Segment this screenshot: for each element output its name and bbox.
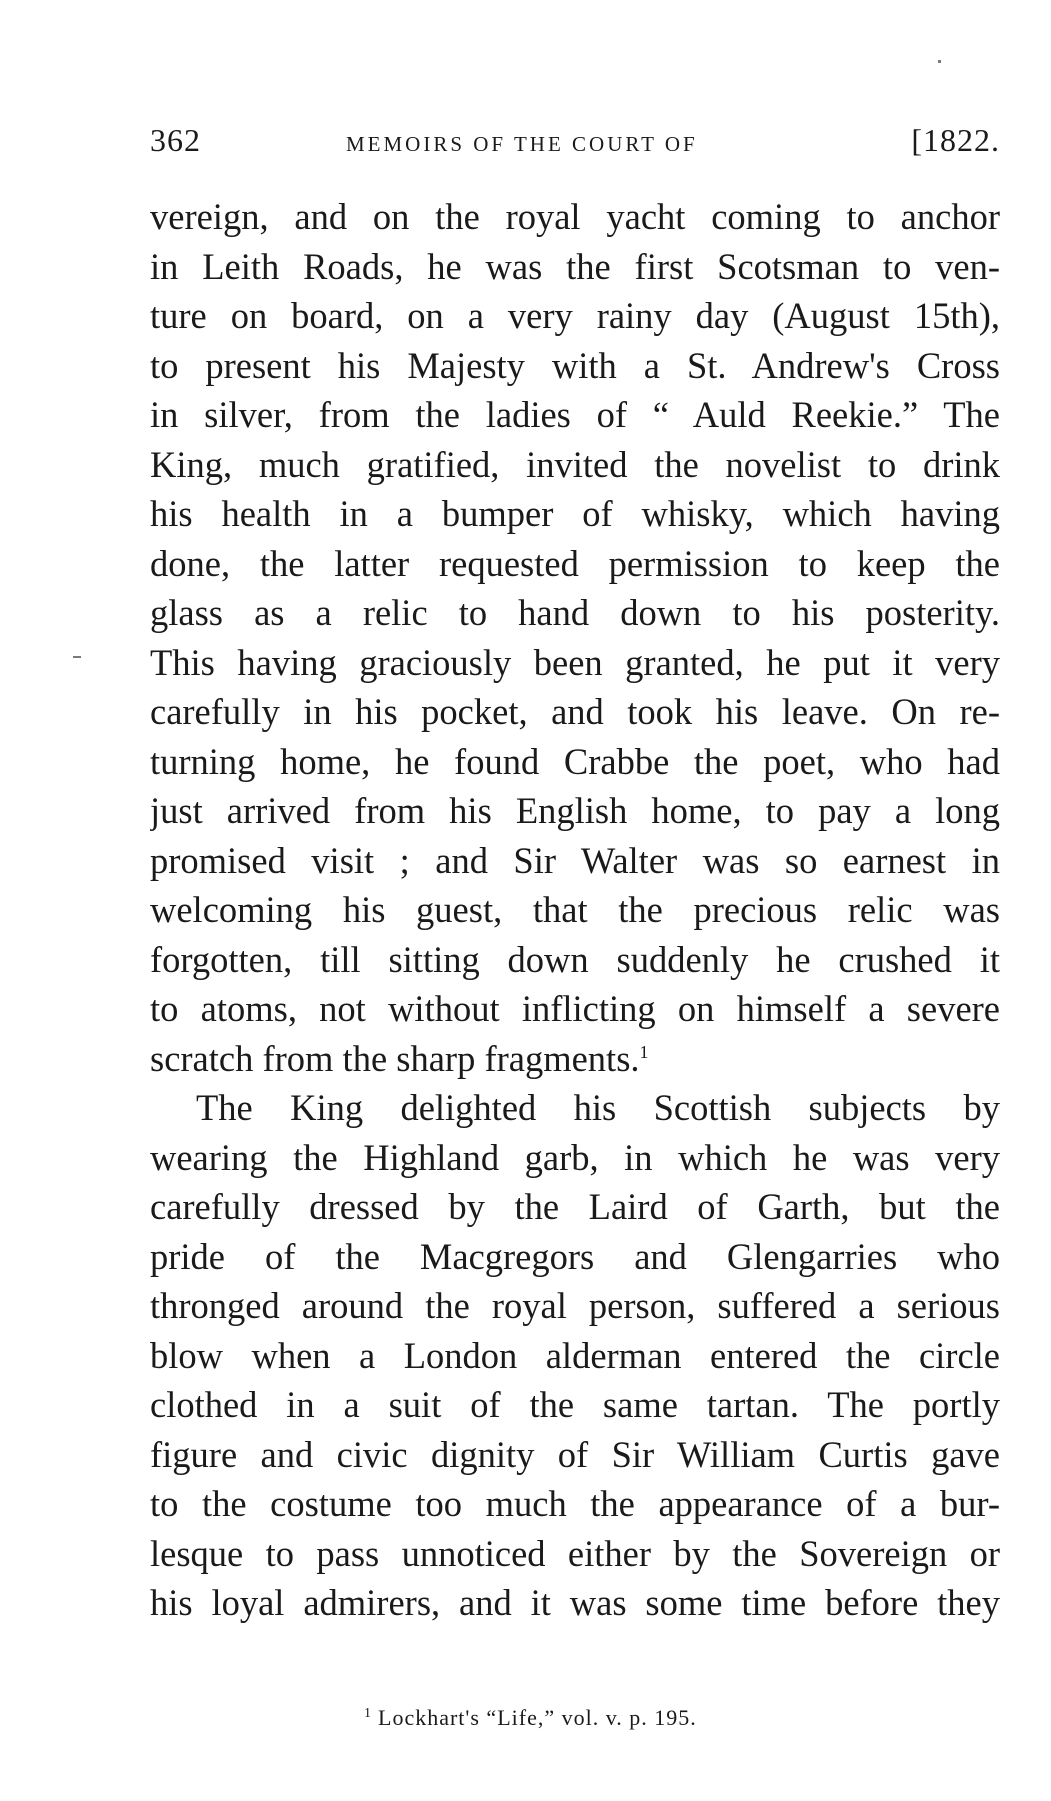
text-line: to atoms, not without inflicting on himself a severe [150, 988, 1000, 1029]
text-line: wearing the Highland garb, in which he was very [150, 1136, 1000, 1178]
scan-speck [73, 656, 81, 658]
text-line: clothed in a suit of the same tartan. The portly [150, 1384, 1000, 1425]
text-line: to the costume too much the appearance of a bur- [150, 1483, 1000, 1524]
footnote-text: Lockhart's “Life,” vol. v. p. 195. [378, 1705, 697, 1730]
text-line: This having graciously been granted, he put it very [150, 641, 1000, 683]
text-line: The King delighted his Scottish subjects by [196, 1087, 1000, 1128]
text-line: King, much gratified, invited the novelist to drink [150, 443, 1000, 485]
text-line: forgotten, till sitting down suddenly he crushed it [150, 938, 1000, 980]
text-line: blow when a London alderman entered the circle [150, 1334, 1000, 1376]
footnote-marker: 1 [364, 1705, 372, 1721]
text-line: carefully dressed by the Laird of Garth, but the [150, 1186, 1000, 1227]
body-text [150, 192, 1000, 1628]
footnote [364, 1705, 697, 1731]
text-line-with-footnote [150, 1034, 1000, 1084]
text-line: in Leith Roads, he was the first Scotsman to ven- [150, 245, 1000, 287]
text-line: vereign, and on the royal yacht coming to anchor [150, 196, 1000, 237]
text-line: turning home, he found Crabbe the poet, who had [150, 740, 1000, 782]
text-line: ture on board, on a very rainy day (August 15th), [150, 295, 1000, 336]
text-line: lesque to pass unnoticed either by the Sovereign or [150, 1532, 1000, 1574]
text-line: glass as a relic to hand down to his posterity. [150, 592, 1000, 633]
text-line: just arrived from his English home, to pay a long [150, 790, 1000, 831]
text-line: his loyal admirers, and it was some time before they [150, 1582, 1000, 1623]
paragraph-2 [150, 1083, 1000, 1628]
scan-speck [938, 60, 941, 63]
text-line: scratch from the sharp fragments. [150, 1037, 640, 1079]
paragraph-1 [150, 192, 1000, 1083]
page-number: 362 [150, 122, 201, 158]
text-line: thronged around the royal person, suffered a serious [150, 1285, 1000, 1326]
text-line: welcoming his guest, that the precious relic was [150, 889, 1000, 930]
header-year: [1822. [911, 122, 1000, 158]
text-line: done, the latter requested permission to keep the [150, 542, 1000, 584]
text-line: figure and civic dignity of Sir William Curtis gave [150, 1433, 1000, 1475]
running-header [150, 122, 1010, 162]
footnote-reference: 1 [639, 1041, 649, 1062]
text-line: promised visit ; and Sir Walter was so earnest in [150, 839, 1000, 881]
text-line: his health in a bumper of whisky, which having [150, 493, 1000, 534]
text-line: to present his Majesty with a St. Andrew's Cross [150, 344, 1000, 386]
text-line: pride of the Macgregors and Glengarries who [150, 1235, 1000, 1277]
text-line: in silver, from the ladies of “ Auld Reekie.” The [150, 394, 1000, 435]
text-line: carefully in his pocket, and took his leave. On re- [150, 691, 1000, 732]
running-title: MEMOIRS OF THE COURT OF [346, 132, 698, 156]
